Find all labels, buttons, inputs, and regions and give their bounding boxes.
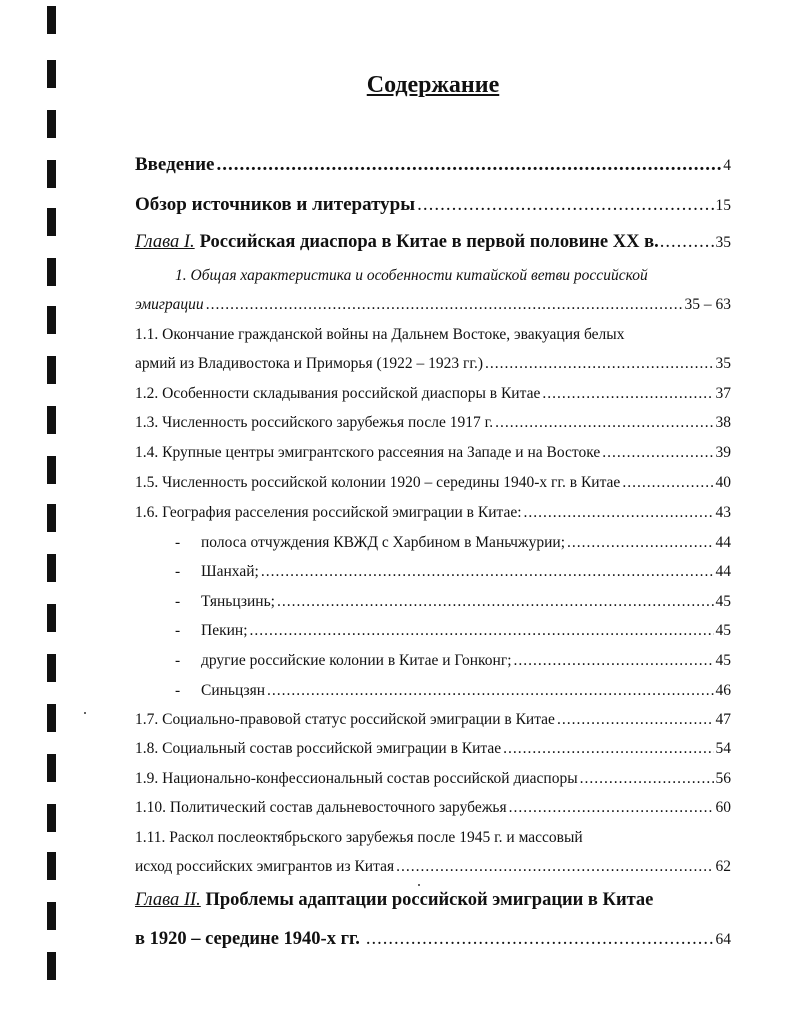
toc-page-number: 39 bbox=[715, 444, 731, 461]
binding-mark bbox=[47, 160, 56, 188]
toc-entry-label: 1.9. Национально-конфессиональный состав российской диаспоры bbox=[135, 770, 578, 787]
toc-page-number: 47 bbox=[715, 711, 731, 728]
binding-mark bbox=[47, 902, 56, 930]
toc-page-number: 54 bbox=[715, 740, 731, 757]
toc-entry-label: Обзор источников и литературы bbox=[135, 194, 416, 215]
binding-mark bbox=[47, 804, 56, 832]
dot-leader bbox=[622, 474, 713, 492]
toc-entry-label: Синьцзян bbox=[201, 682, 266, 699]
toc-entry-label: 1.6. География расселения российской эмиграции в Китае: bbox=[135, 504, 522, 521]
binding-mark bbox=[47, 356, 56, 384]
toc-entry-1-9[interactable] bbox=[135, 770, 731, 788]
toc-entry-label: Шанхай; bbox=[201, 563, 259, 580]
toc-page-number: 44 bbox=[715, 534, 731, 551]
toc-entry-1-11-line1: 1.11. Раскол послеоктябрьского зарубежья после 1945 г. и массовый bbox=[135, 829, 583, 846]
page-title: Содержание bbox=[366, 72, 500, 98]
toc-entry-label: Пекин; bbox=[201, 622, 248, 639]
dot-leader bbox=[524, 504, 714, 522]
dot-leader bbox=[261, 563, 714, 581]
toc-entry-sources[interactable] bbox=[135, 194, 731, 216]
binding-mark bbox=[47, 754, 56, 782]
toc-entry-1-5[interactable] bbox=[135, 474, 731, 492]
toc-entry-label: Тяньцзинь; bbox=[201, 593, 275, 610]
toc-entry-1-3[interactable] bbox=[135, 414, 731, 432]
dot-leader bbox=[567, 534, 713, 552]
toc-entry-1-6[interactable] bbox=[135, 504, 731, 522]
toc-subentry[interactable] bbox=[175, 563, 731, 581]
dot-leader bbox=[542, 385, 713, 403]
bullet-dash: - bbox=[175, 593, 181, 610]
bullet-dash: - bbox=[175, 652, 181, 669]
dot-leader bbox=[485, 355, 713, 373]
binding-mark bbox=[47, 654, 56, 682]
toc-page-number: 56 bbox=[715, 770, 731, 787]
toc-entry-label: Российская диаспора в Китае в первой половине XX в. bbox=[199, 232, 659, 252]
toc-entry-1-10[interactable] bbox=[135, 799, 731, 817]
toc-entry-1-4[interactable] bbox=[135, 444, 731, 462]
dot-leader bbox=[396, 858, 713, 876]
bullet-dash: - bbox=[175, 563, 181, 580]
toc-page-number: 40 bbox=[715, 474, 731, 491]
toc-subentry[interactable] bbox=[175, 652, 731, 670]
toc-page-number: 43 bbox=[715, 504, 731, 521]
toc-page-number: 60 bbox=[715, 799, 731, 816]
binding-mark bbox=[47, 952, 56, 980]
binding-mark bbox=[47, 604, 56, 632]
toc-entry-label: 1.2. Особенности складывания российской диаспоры в Китае bbox=[135, 385, 541, 402]
dot-leader bbox=[267, 682, 713, 700]
toc-entry-1-2[interactable] bbox=[135, 385, 731, 403]
toc-entry-label: 1.7. Социально-правовой статус российской эмиграции в Китае bbox=[135, 711, 555, 728]
binding-mark bbox=[47, 704, 56, 732]
dot-leader bbox=[206, 296, 683, 314]
bullet-dash: - bbox=[175, 534, 181, 551]
toc-subentry[interactable] bbox=[175, 534, 731, 552]
dot-leader bbox=[366, 929, 714, 950]
toc-entry-label: другие российские колонии в Китае и Гонконг; bbox=[201, 652, 512, 669]
toc-page-number: 35 bbox=[715, 234, 731, 251]
toc-entry-label: 1.3. Численность российского зарубежья после 1917 г. bbox=[135, 414, 494, 431]
toc-page-number: 15 bbox=[715, 197, 731, 214]
toc-entry-label: Проблемы адаптации российской эмиграции в Китае bbox=[205, 890, 654, 910]
binding-mark bbox=[47, 406, 56, 434]
chapter-number: Глава I. bbox=[135, 232, 195, 252]
dot-leader bbox=[277, 593, 714, 611]
toc-entry-1-1-line1: 1.1. Окончание гражданской войны на Дальнем Востоке, эвакуация белых bbox=[135, 326, 625, 343]
toc-page-number: 45 bbox=[715, 593, 731, 610]
toc-entry-1-7[interactable] bbox=[135, 711, 731, 729]
toc-entry-label: 1.4. Крупные центры эмигрантского рассеяния на Западе и на Востоке bbox=[135, 444, 601, 461]
toc-subentry[interactable] bbox=[175, 593, 731, 611]
toc-section-1[interactable] bbox=[135, 296, 731, 314]
scan-speck bbox=[84, 712, 86, 714]
toc-section-1-line1: 1. Общая характеристика и особенности китайской ветви российской bbox=[175, 267, 648, 284]
toc-page-number: 45 bbox=[715, 622, 731, 639]
toc-subentry[interactable] bbox=[175, 682, 731, 700]
toc-entry-1-11[interactable] bbox=[135, 858, 731, 876]
dot-leader bbox=[250, 622, 714, 640]
toc-entry-label: исход российских эмигрантов из Китая bbox=[135, 858, 395, 875]
toc-page-number: 35 – 63 bbox=[684, 296, 731, 313]
bullet-dash: - bbox=[175, 622, 181, 639]
toc-page-number: 38 bbox=[715, 414, 731, 431]
toc-page-number: 37 bbox=[715, 385, 731, 402]
binding-mark bbox=[47, 306, 56, 334]
toc-subentry[interactable] bbox=[175, 622, 731, 640]
toc-entry-label: армий из Владивостока и Приморья (1922 – 1923 гг.) bbox=[135, 355, 484, 372]
dot-leader bbox=[514, 652, 714, 670]
dot-leader bbox=[509, 799, 714, 817]
toc-page-number: 46 bbox=[715, 682, 731, 699]
dot-leader bbox=[503, 740, 713, 758]
toc-chapter-2-line1 bbox=[135, 890, 735, 911]
scan-speck bbox=[418, 884, 420, 886]
binding-mark bbox=[47, 456, 56, 484]
dot-leader bbox=[217, 154, 722, 176]
toc-page-number: 35 bbox=[715, 355, 731, 372]
binding-mark bbox=[47, 208, 56, 236]
toc-entry-1-8[interactable] bbox=[135, 740, 731, 758]
toc-page-number: 4 bbox=[723, 157, 731, 174]
binding-mark bbox=[47, 6, 56, 34]
toc-entry-label: эмиграции bbox=[135, 296, 204, 313]
binding-mark bbox=[47, 852, 56, 880]
chapter-number: Глава II. bbox=[135, 890, 201, 910]
toc-entry-intro[interactable] bbox=[135, 154, 731, 176]
toc-page-number: 44 bbox=[715, 563, 731, 580]
toc-entry-label: 1.8. Социальный состав российской эмиграции в Китае bbox=[135, 740, 502, 757]
toc-entry-1-1[interactable] bbox=[135, 355, 731, 373]
toc-entry-label: в 1920 – середине 1940-х гг. bbox=[135, 929, 360, 949]
toc-entry-label: полоса отчуждения КВЖД с Харбином в Маньчжурии; bbox=[201, 534, 566, 551]
dot-leader bbox=[495, 414, 713, 432]
dot-leader bbox=[417, 194, 713, 216]
dot-leader bbox=[557, 711, 714, 729]
toc-chapter-1[interactable] bbox=[135, 232, 731, 253]
dot-leader bbox=[660, 232, 715, 253]
binding-mark bbox=[47, 554, 56, 582]
toc-page-number: 62 bbox=[715, 858, 731, 875]
toc-chapter-2[interactable] bbox=[135, 929, 731, 950]
dot-leader bbox=[580, 770, 714, 788]
toc-page-number: 45 bbox=[715, 652, 731, 669]
binding-mark bbox=[47, 258, 56, 286]
binding-mark bbox=[47, 110, 56, 138]
toc-entry-label: 1.5. Численность российской колонии 1920 – середины 1940-х гг. в Китае bbox=[135, 474, 621, 491]
binding-mark bbox=[47, 504, 56, 532]
dot-leader bbox=[602, 444, 713, 462]
toc-entry-label: Введение bbox=[135, 154, 215, 175]
bullet-dash: - bbox=[175, 682, 181, 699]
toc-page-number: 64 bbox=[715, 931, 731, 948]
toc-entry-label: 1.10. Политический состав дальневосточного зарубежья bbox=[135, 799, 507, 816]
